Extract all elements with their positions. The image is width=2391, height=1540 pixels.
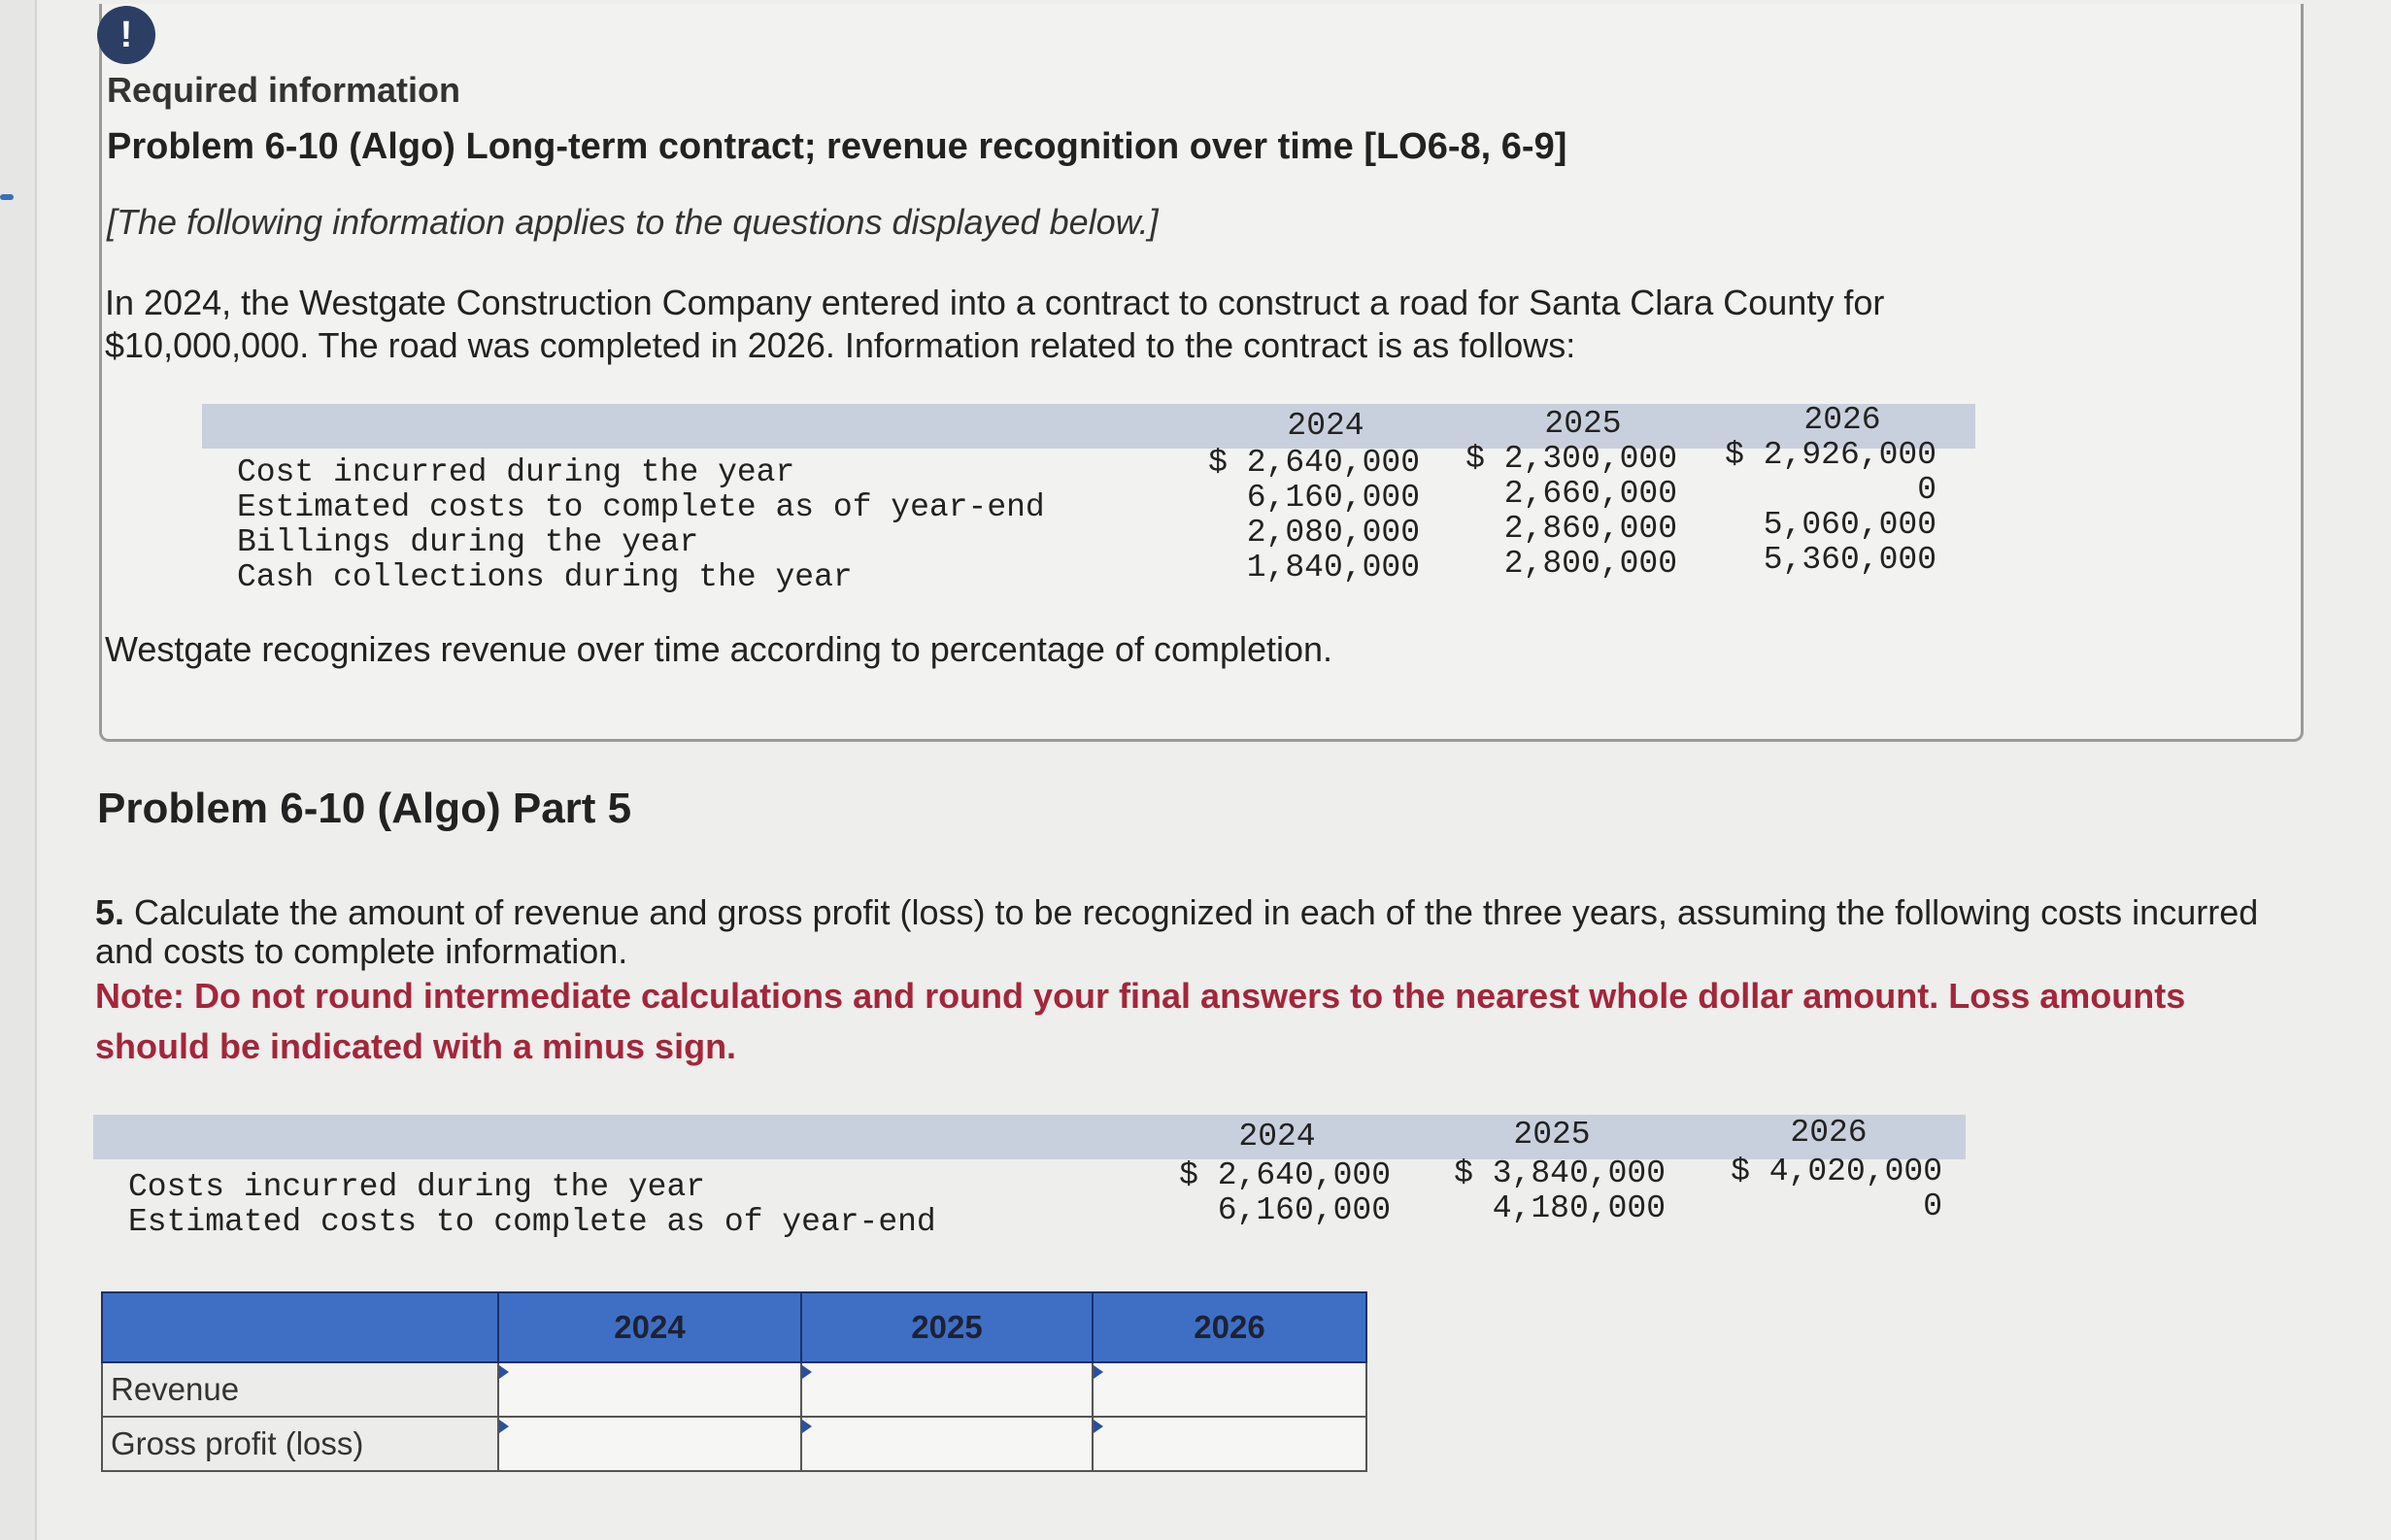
column-header: 2025 (801, 1292, 1093, 1362)
table-cell: $ 2,640,000 (1179, 1157, 1391, 1193)
table-cell: 2,660,000 (1503, 476, 1677, 512)
table-cell: 5,360,000 (1763, 542, 1936, 578)
gross-profit-2024-input[interactable] (498, 1417, 801, 1471)
problem-intro: In 2024, the Westgate Construction Company entered into a contract to construct a road for Santa Clara County for $10,000,000. The road was completed in 2026. Information related to the contract is as follows: (105, 283, 1885, 365)
question-text (95, 893, 2280, 971)
recognition-method: Westgate recognizes revenue over time according to percentage of completion. (105, 629, 1333, 669)
header-blank (102, 1292, 498, 1362)
table-cell: $ 4,020,000 (1731, 1154, 1942, 1189)
rounding-note: Note: Do not round intermediate calculations and round your final answers to the nearest whole dollar amount. Loss amounts should be indicated with a minus sign. (95, 976, 2186, 1066)
year-header: 2024 (1238, 1119, 1316, 1155)
table-cell: 6,160,000 (1246, 480, 1420, 516)
gross-profit-2026-input[interactable] (1093, 1417, 1366, 1471)
gross-profit-label: Gross profit (loss) (102, 1417, 498, 1471)
row-label: Costs incurred during the year (128, 1169, 706, 1205)
row-label: Cash collections during the year (237, 559, 853, 595)
input-indicator-icon (499, 1418, 800, 1470)
question-number: 5. (95, 892, 125, 932)
table-cell: $ 2,640,000 (1208, 445, 1420, 481)
row-label: Estimated costs to complete as of year-end (128, 1204, 936, 1240)
table-cell: 2,800,000 (1503, 546, 1677, 582)
problem-title: Problem 6-10 (Algo) Long-term contract; revenue recognition over time [LO6-8, 6-9] (107, 126, 1567, 167)
table-cell: 0 (1917, 472, 1936, 508)
table-cell: 6,160,000 (1217, 1192, 1391, 1228)
input-indicator-icon (499, 1363, 800, 1416)
table-cell: $ 2,300,000 (1465, 441, 1677, 477)
table-cell: $ 2,926,000 (1725, 437, 1936, 473)
gross-profit-row (102, 1417, 1366, 1471)
part-title: Problem 6-10 (Algo) Part 5 (97, 785, 632, 832)
year-header: 2025 (1513, 1117, 1591, 1153)
gross-profit-2025-input[interactable] (801, 1417, 1093, 1471)
year-header: 2026 (1803, 402, 1881, 438)
revenue-2026-input[interactable] (1093, 1362, 1366, 1417)
left-sidebar-strip (0, 0, 37, 1540)
revenue-2025-input[interactable] (801, 1362, 1093, 1417)
column-header: 2026 (1093, 1292, 1366, 1362)
input-indicator-icon (802, 1418, 1092, 1470)
revenue-2024-input[interactable] (498, 1362, 801, 1417)
table-cell: 4,180,000 (1492, 1190, 1666, 1226)
required-information-label: Required information (107, 70, 461, 110)
input-indicator-icon (1094, 1363, 1365, 1416)
row-label: Cost incurred during the year (237, 454, 795, 490)
sidebar-marker (0, 194, 14, 200)
table-cell: 1,840,000 (1246, 550, 1420, 586)
question-body: Calculate the amount of revenue and gross profit (loss) to be recognized in each of the three years, assuming the following costs incurred and costs to complete information. (95, 892, 2259, 971)
revenue-row (102, 1362, 1366, 1417)
year-header: 2025 (1544, 406, 1622, 442)
row-label: Estimated costs to complete as of year-end (237, 489, 1045, 525)
revenue-label: Revenue (102, 1362, 498, 1417)
table-cell: 2,080,000 (1246, 515, 1420, 551)
table-cell: 5,060,000 (1763, 507, 1936, 543)
answer-table (101, 1291, 1367, 1472)
row-label: Billings during the year (237, 524, 699, 560)
table-cell: 2,860,000 (1503, 511, 1677, 547)
input-indicator-icon (802, 1363, 1092, 1416)
year-header: 2024 (1287, 408, 1364, 444)
year-header: 2026 (1790, 1115, 1868, 1151)
answer-table-header (102, 1292, 1366, 1362)
column-header: 2024 (498, 1292, 801, 1362)
applies-note: [The following information applies to the questions displayed below.] (107, 202, 1159, 242)
table-cell: 0 (1923, 1188, 1942, 1224)
table-cell: $ 3,840,000 (1454, 1155, 1666, 1191)
input-indicator-icon (1094, 1418, 1365, 1470)
alert-icon: ! (97, 6, 155, 64)
